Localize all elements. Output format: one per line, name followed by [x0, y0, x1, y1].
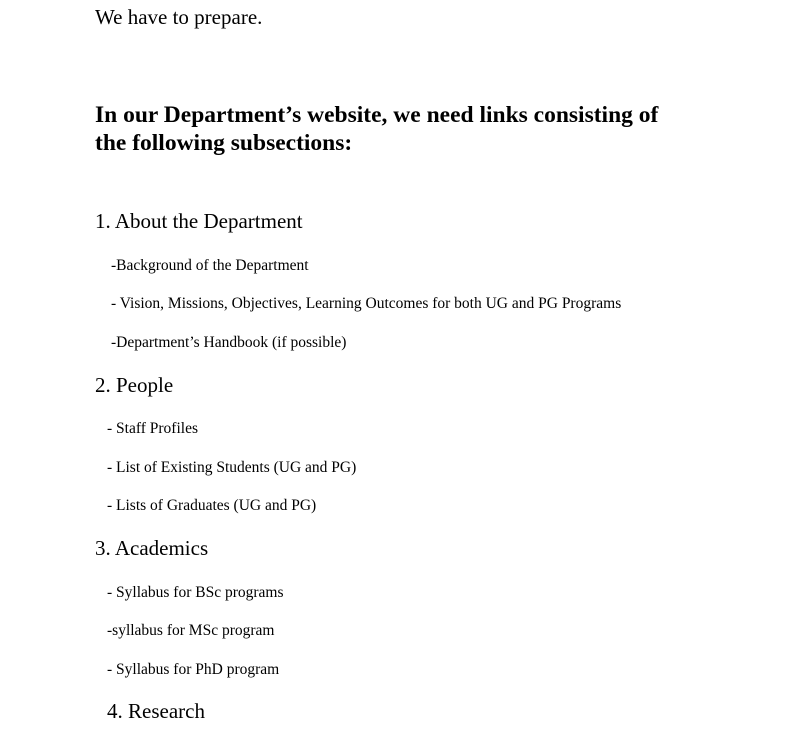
list-item: - Vision, Missions, Objectives, Learning Outcomes for both UG and PG Programs	[111, 295, 622, 312]
list-item: - Lists of Graduates (UG and PG)	[107, 497, 317, 514]
list-item: - List of Existing Students (UG and PG)	[107, 459, 357, 476]
list-item: - Syllabus for PhD program	[107, 661, 280, 678]
list-item: - Staff Profiles	[107, 420, 198, 437]
section-title-about: 1. About the Department	[95, 209, 303, 233]
section-title-academics: 3. Academics	[95, 536, 209, 560]
list-item: -Department’s Handbook (if possible)	[111, 334, 347, 351]
section-title-research: 4. Research	[107, 699, 205, 723]
list-item: -Background of the Department	[111, 257, 309, 274]
list-item: - Syllabus for BSc programs	[107, 584, 284, 601]
section-title-people: 2. People	[95, 373, 174, 397]
list-item: -syllabus for MSc program	[107, 622, 275, 639]
intro-text: We have to prepare.	[95, 5, 263, 29]
page-heading: In our Department’s website, we need links consisting of the following subsections:	[95, 102, 659, 156]
